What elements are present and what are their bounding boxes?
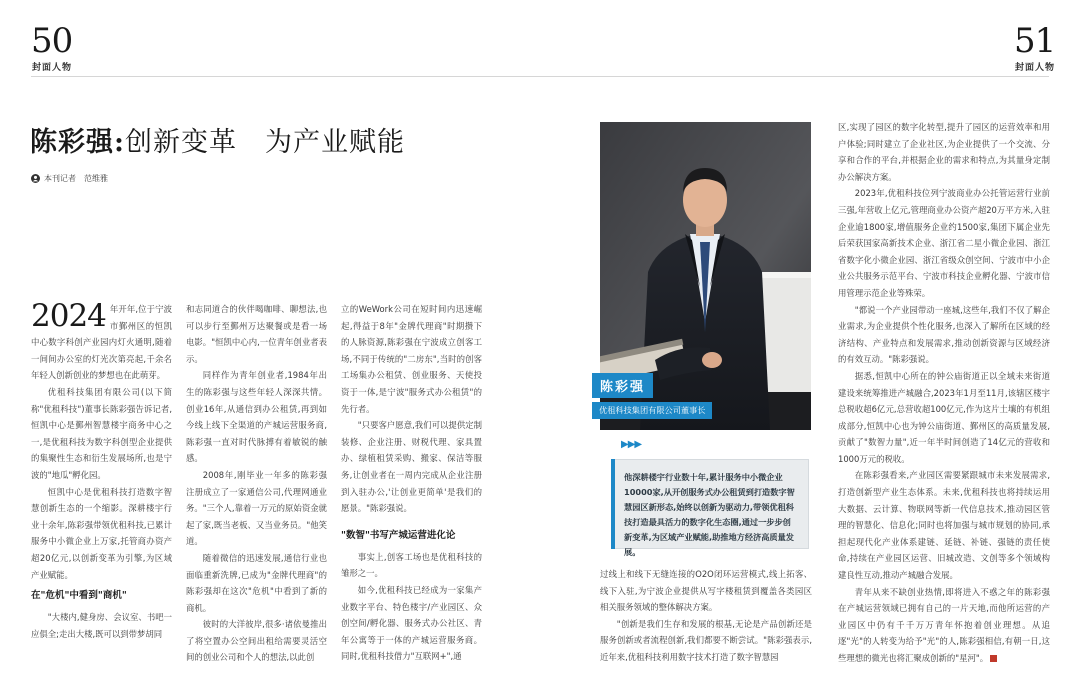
col3-paragraph: 如今,优租科技已经成为一家集产业数字平台、特色楼宇/产业园区、众创空间/孵化器、服务式办公社区、青年公寓等于一体的产城运营服务商。同时,优租科技借力"互联网+",通 [341, 584, 482, 662]
person-icon [31, 174, 40, 183]
col1-paragraph: 恒凯中心是优租科技打造数字智慧创新生态的一个缩影。深耕楼宇行业十余年,陈彩强带领优租科技,已累计服务中小微企业上万家,托管商办资产超20亿元,以创新变革为引擎,为区域产业赋能。 [31, 486, 172, 580]
col1-paragraph: 年开年,位于宁波市鄞州区的恒凯中心数字科创产业园内灯火通明,随着一间间办公室的灯光次第亮起,千余名年轻人创新创业的梦想也在此萌芽。 [31, 304, 172, 381]
right-page-number: 51 [1014, 21, 1056, 61]
left-page-number: 50 [31, 21, 73, 61]
col4-paragraph: "创新是我们生存和发展的根基,无论是产品创新还是服务创新或者流程创新,我们都要不断尝试。"陈彩强表示,近年来,优租科技利用数字技术打造了数字智慧园 [600, 618, 812, 662]
article-title [30, 120, 405, 159]
col4-paragraph: 过线上和线下无缝连接的O2O闭环运营模式,线上拓客、线下入驻,为宁波企业提供从写字楼租赁到覆盖各类园区相关服务领域的整体解决方案。 [600, 569, 812, 613]
article-column-1 [31, 301, 172, 697]
section-heading: "数智"书写产城运营进化论 [341, 529, 456, 541]
section-heading: 在"危机"中看到"商机" [31, 590, 127, 602]
byline [31, 173, 108, 184]
col5-paragraph [838, 584, 1050, 667]
title-name: 陈彩强: [30, 127, 125, 158]
profile-quote: 他深耕楼宇行业数十年,累计服务中小微企业10000家,从开创服务式办公租赁到打造数字智慧园区新形态,始终以创新为驱动力,带领优租科技打造最具活力的数字化生态圈,通过一步步创新变革,为区域产业赋能,助推地方经济高质量发展。 [624, 472, 795, 557]
byline-text: 本刊记者 范维雅 [44, 174, 108, 183]
col5-last-text: 青年从来不缺创业热情,即将进入不惑之年的陈彩强在产城运营领域已拥有自己的一片天地,而他所运营的产业园区中仍有千千万万青年怀抱着创业理想。从追逐"光"的人转变为给予"光"的人,陈彩强相信,有朝一日,这些理想的微光也将汇聚成创新的"星河"。 [838, 586, 1050, 663]
right-section-label: 封面人物 [1015, 63, 1056, 73]
col2-paragraph: 同样作为青年创业者,1984年出生的陈彩强与这些年轻人深深共情。创业16年,从通信到办公租赁,再到如今线上线下全渠道的产城运营服务商,陈彩强一直对时代脉搏有着敏锐的触感。 [186, 370, 327, 464]
col5-paragraph: 2023年,优租科技位列宁波商业办公托管运营行业前三强,年营收上亿元,管理商业办公资产超20万平方米,入驻企业逾1800家,增值服务企业约1500家,集团下属企业先后荣获国家高新技术企业、浙江省二星小微企业园、浙江省数字化小微企业园、浙江省级众创空间、宁波市中小企业公共服务示范平台、宁波市科技企业孵化器、宁波市信用管理示范企业等殊荣。 [838, 188, 1050, 298]
col5-paragraph: 区,实现了园区的数字化转型,提升了园区的运营效率和用户体验;同时建立了企业社区,为企业提供了一个交流、分享和合作的平台,并根据企业的需求和特点,为其量身定制办公解决方案。 [838, 122, 1050, 182]
left-section-label: 封面人物 [32, 63, 73, 73]
col3-paragraph: "只要客户愿意,我们可以提供定制装修、企业注册、财税代理、家具置办、绿植租赁采购、搬家、保洁等服务,让创业者在一周内完成从企业注册到入驻办公,'让创业更简单'是我们的愿景。"陈彩强说。 [341, 420, 482, 514]
title-rest: 创新变革 为产业赋能 [124, 127, 405, 158]
article-column-4 [600, 566, 812, 697]
col5-paragraph: 在陈彩强看来,产业园区需要紧跟城市未来发展需求,打造创新型产业生态体系。未来,优租科技也将持续运用大数据、云计算、物联网等新一代信息技术,推动园区管理的智慧化、信息化;同时也将加强与城市规划的协同,承担起现代化产业体系建链、延链、补链、强链的责任使命,持续在产业园区运营、旧城改造、文创等多个领域构建良性互动,推动产城融合发展。 [838, 470, 1050, 581]
col5-paragraph: 据悉,恒凯中心所在的钟公庙街道正以全域未来街道建设来统筹推进产城融合,2023年1月至11月,该辖区楼宇总税收超6亿元,总营收超100亿元,作为这片土壤的有机组成部分,恒凯中心也为钟公庙街道、鄞州区的高质量发展,贡献了"数智力量",近一年半时间创造了14亿元的营收和1000万元的税收。 [838, 370, 1050, 464]
col3-paragraph: 立的WeWork公司在短时间内迅速崛起,得益于8年"金牌代理商"时期攒下的人脉资源,陈彩强在宁波成立创客工场,不同于传统的"二房东",当时的创客工场集办公租赁、创业服务、天使投资于一体,是宁波"服务式办公租赁"的先行者。 [341, 304, 482, 414]
opening-year: 2024 [31, 301, 106, 334]
col2-paragraph: 彼时的大洋彼岸,很多·诸依曼推出了将空置办公空间出租给需要灵活空间的创业公司和个人的想法,以此创 [186, 619, 327, 663]
profile-position: 优租科技集团有限公司董事长 [592, 402, 712, 419]
quote-accent-bar [611, 459, 615, 549]
col2-paragraph: 和志同道合的伙伴喝咖啡、聊想法,也可以步行至鄞州万达聚餐或是看一场电影。"恒凯中心内,一位青年创业者表示。 [186, 304, 327, 364]
col3-paragraph: 事实上,创客工场也是优租科技的雏形之一。 [341, 551, 482, 579]
col1-paragraph: "大楼内,健身房、会议室、书吧一应俱全;走出大楼,既可以到带梦胡同 [31, 612, 172, 639]
article-column-3 [341, 301, 482, 697]
col5-paragraph: "都说一个产业园带动一座城,这些年,我们不仅了解企业需求,为企业提供个性化服务,也深入了解所在区域的经济结构、产业特点和发展需求,推动创新资源与区域经济的有效互动。"陈彩强说。 [838, 304, 1050, 365]
col1-paragraph: 优租科技集团有限公司(以下简称"优租科技")董事长陈彩强告诉记者,恒凯中心是鄞州智慧楼宇商务中心之一,是优租科技为数字科创型企业提供的集聚性生态和衍生发展场所,也是宁波的"地瓜"孵化园。 [31, 386, 172, 480]
col2-paragraph: 2008年,刚毕业一年多的陈彩强注册成立了一家通信公司,代理网通业务。"三个人,靠着一万元的原始资金就起了家,既当老板、又当业务员。"他笑道。 [186, 469, 327, 547]
article-column-2 [186, 301, 327, 697]
article-column-5 [838, 119, 1050, 697]
header-rule [31, 76, 1049, 77]
triple-arrow-icon: ▶▶▶ [621, 439, 642, 450]
col2-paragraph: 随着微信的迅速发展,通信行业也面临重新洗牌,已成为"金牌代理商"的陈彩强却在这次"危机"中看到了新的商机。 [186, 552, 327, 613]
name-tag [592, 373, 712, 419]
profile-quote-box [611, 459, 809, 557]
profile-name: 陈彩强 [592, 373, 653, 398]
end-mark-icon [990, 655, 997, 662]
